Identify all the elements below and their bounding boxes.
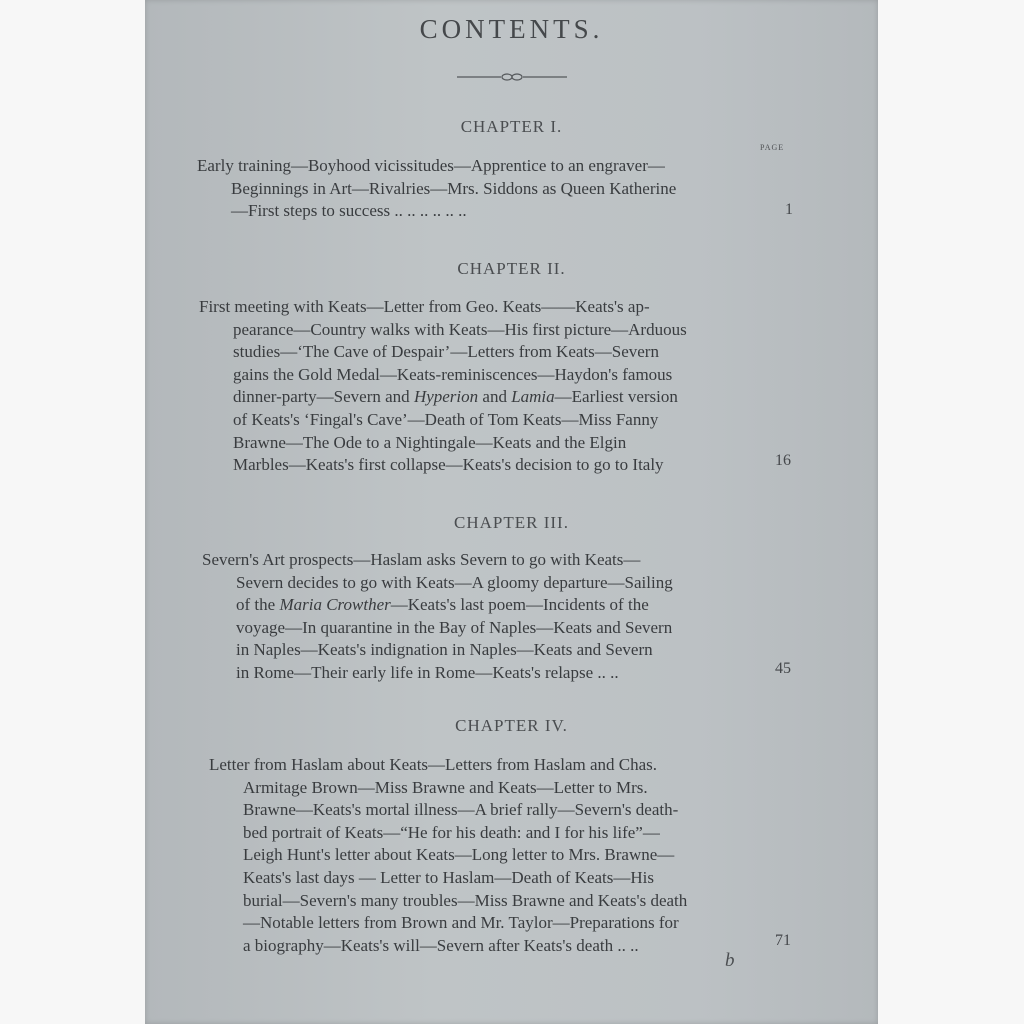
- chapter-page-number-3: 45: [775, 660, 791, 677]
- chapter-heading-1: CHAPTER I.: [460, 117, 563, 136]
- entry-line: pearance—Country walks with Keats—His first picture—Arduous: [233, 319, 687, 339]
- entry-line: —First steps to success .. .. .. .. .. ..: [231, 201, 467, 221]
- entry-line: bed portrait of Keats—“He for his death: and I for his life”—: [243, 822, 660, 842]
- chapter-entry-4: [209, 754, 687, 957]
- page-title: CONTENTS.: [419, 14, 604, 44]
- entry-line: Severn decides to go with Keats—A gloomy departure—Sailing: [236, 572, 673, 592]
- entry-line: in Naples—Keats's indignation in Naples—Keats and Severn: [236, 640, 653, 660]
- chapter-page-number-2: 16: [775, 452, 791, 469]
- chapter-heading-3: CHAPTER III.: [454, 513, 569, 532]
- chapter-entry-1: [197, 155, 676, 223]
- entry-line: in Rome—Their early life in Rome—Keats's relapse .. ..: [236, 662, 619, 682]
- book-page: [145, 0, 878, 1024]
- signature-mark: b: [725, 950, 735, 971]
- entry-line: Severn's Art prospects—Haslam asks Severn to go with Keats—: [202, 550, 641, 569]
- entry-line: Leigh Hunt's letter about Keats—Long letter to Mrs. Brawne—: [243, 845, 675, 865]
- entry-line: Letter from Haslam about Keats—Letters from Haslam and Chas.: [209, 755, 658, 774]
- entry-line: Brawne—Keats's mortal illness—A brief rally—Severn's death-: [243, 800, 679, 820]
- entry-line: First meeting with Keats—Letter from Geo. Keats——Keats's ap-: [199, 297, 650, 316]
- entry-line: Keats's last days — Letter to Haslam—Death of Keats—His: [243, 867, 654, 887]
- chapter-entry-3: [202, 549, 673, 685]
- chapter-heading-2: CHAPTER II.: [457, 259, 566, 278]
- entry-line: voyage—In quarantine in the Bay of Naples—Keats and Severn: [236, 617, 673, 637]
- chapter-page-number-1: 1: [785, 201, 793, 218]
- entry-line: burial—Severn's many troubles—Miss Brawne and Keats's death: [243, 890, 688, 910]
- entry-line: Beginnings in Art—Rivalries—Mrs. Siddons as Queen Katherine: [231, 178, 677, 198]
- entry-line: Early training—Boyhood vicissitudes—Apprentice to an engraver—: [197, 156, 665, 175]
- entry-line: dinner-party—Severn and Hyperion and Lamia—Earliest version: [233, 387, 678, 407]
- chapter-entry-2: [199, 296, 687, 477]
- entry-line: —Notable letters from Brown and Mr. Taylor—Preparations for: [243, 913, 679, 933]
- entry-line: Armitage Brown—Miss Brawne and Keats—Letter to Mrs.: [243, 777, 648, 797]
- chapter-heading-4: CHAPTER IV.: [455, 716, 568, 735]
- entry-line: gains the Gold Medal—Keats-reminiscences—Haydon's famous: [233, 364, 673, 384]
- entry-line: of the Maria Crowther—Keats's last poem—Incidents of the: [236, 595, 649, 615]
- chapter-page-number-4: 71: [775, 932, 791, 949]
- entry-line: of Keats's ‘Fingal's Cave’—Death of Tom Keats—Miss Fanny: [233, 409, 659, 429]
- entry-line: a biography—Keats's will—Severn after Keats's death .. ..: [243, 935, 639, 955]
- title-ornament-icon: [457, 70, 567, 84]
- entry-line: Marbles—Keats's first collapse—Keats's decision to go to Italy: [233, 455, 664, 475]
- entry-line: Brawne—The Ode to a Nightingale—Keats and the Elgin: [233, 432, 627, 452]
- entry-line: studies—‘The Cave of Despair’—Letters from Keats—Severn: [233, 342, 659, 362]
- page-column-label: PAGE: [760, 143, 785, 152]
